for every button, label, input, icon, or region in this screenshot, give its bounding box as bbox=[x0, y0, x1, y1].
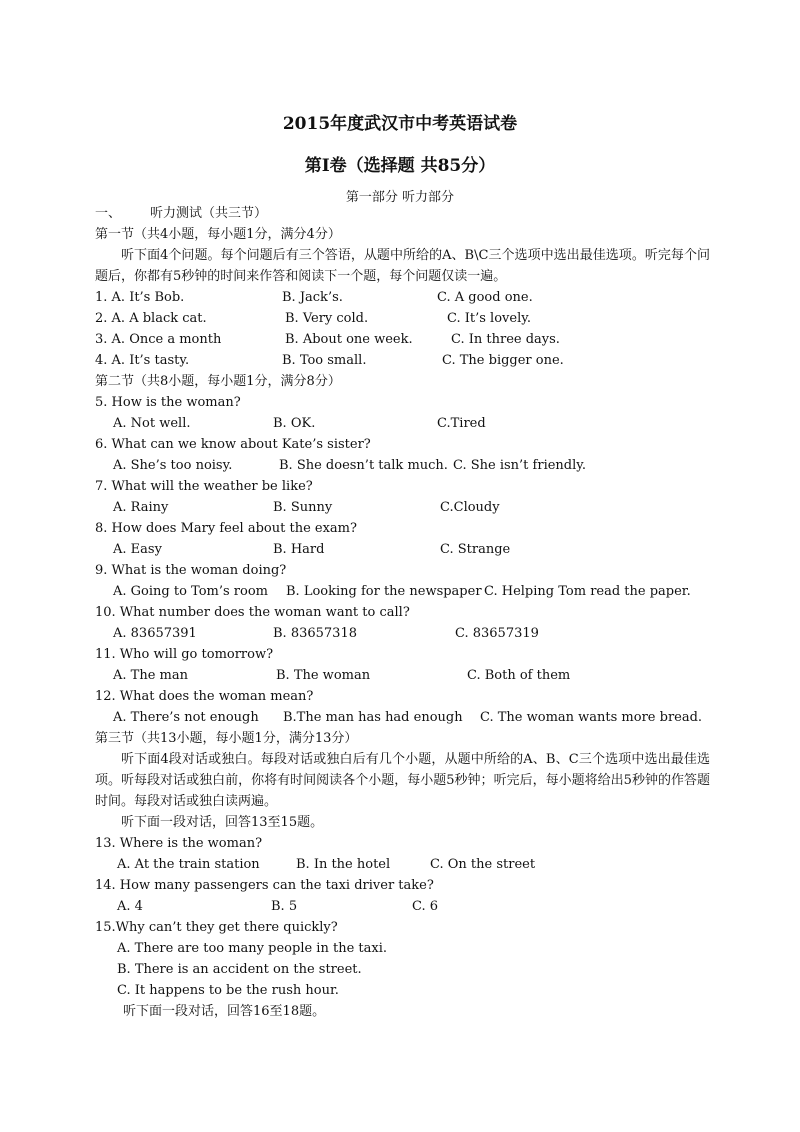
q6-option-b: B. She doesn’t talk much. bbox=[279, 458, 448, 473]
q10-option-a: A. 83657391 bbox=[113, 626, 197, 641]
q1-option-c: C. A good one. bbox=[437, 290, 533, 305]
q7-option-a: A. Rainy bbox=[113, 500, 169, 515]
section2-heading: 第二节（共8小题，每小题1分，满分8分） bbox=[95, 374, 341, 389]
q15-option-a: A. There are too many people in the taxi. bbox=[117, 941, 387, 956]
q12-option-c: C. The woman wants more bread. bbox=[480, 710, 703, 725]
q3-option-c: C. In three days. bbox=[451, 332, 560, 347]
q9-option-b: B. Looking for the newspaper bbox=[286, 584, 482, 599]
q9-option-a: A. Going to Tom’s room bbox=[113, 584, 268, 599]
q1-option-a: 1. A. It’s Bob. bbox=[95, 290, 185, 305]
q4-option-c: C. The bigger one. bbox=[442, 353, 564, 368]
q12-option-b: B.The man has had enough bbox=[283, 710, 463, 725]
q8-option-a: A. Easy bbox=[113, 542, 162, 557]
exam-subtitle: 第I卷（选择题 共85分） bbox=[304, 156, 496, 176]
q13-option-c: C. On the street bbox=[430, 857, 536, 872]
q14-option-c: C. 6 bbox=[412, 899, 439, 914]
q3-option-a: 3. A. Once a month bbox=[95, 332, 222, 347]
section3-heading: 第三节（共13小题，每小题1分，满分13分） bbox=[95, 731, 358, 746]
q6-option-c: C. She isn’t friendly. bbox=[453, 458, 587, 473]
q2-option-b: B. Very cold. bbox=[285, 311, 369, 326]
q8-question: 8. How does Mary feel about the exam? bbox=[95, 521, 357, 536]
q5-question: 5. How is the woman? bbox=[95, 395, 241, 410]
q10-option-c: C. 83657319 bbox=[455, 626, 539, 641]
section3-listen-note-1: 听下面一段对话，回答13至15题。 bbox=[121, 815, 324, 830]
section-heading: 听力测试（共三节） bbox=[150, 206, 268, 221]
q2-option-c: C. It’s lovely. bbox=[447, 311, 531, 326]
q14-option-a: A. 4 bbox=[117, 899, 143, 914]
part-heading: 第一部分 听力部分 bbox=[345, 190, 455, 205]
section3-listen-note-2: 听下面一段对话，回答16至18题。 bbox=[123, 1004, 326, 1019]
q4-option-a: 4. A. It’s tasty. bbox=[95, 353, 190, 368]
q11-option-a: A. The man bbox=[113, 668, 188, 683]
q6-question: 6. What can we know about Kate’s sister? bbox=[95, 437, 371, 452]
q5-option-a: A. Not well. bbox=[113, 416, 191, 431]
q15-option-c: C. It happens to be the rush hour. bbox=[117, 983, 339, 998]
q11-option-c: C. Both of them bbox=[467, 668, 571, 683]
q14-option-b: B. 5 bbox=[271, 899, 298, 914]
q13-option-a: A. At the train station bbox=[117, 857, 260, 872]
q7-option-b: B. Sunny bbox=[273, 500, 333, 515]
exam-title: 2015年度武汉市中考英语试卷 bbox=[282, 114, 518, 134]
q4-option-b: B. Too small. bbox=[282, 353, 367, 368]
q13-option-b: B. In the hotel bbox=[296, 857, 391, 872]
q10-option-b: B. 83657318 bbox=[273, 626, 357, 641]
q7-question: 7. What will the weather be like? bbox=[95, 479, 313, 494]
q13-question: 13. Where is the woman? bbox=[95, 836, 263, 851]
q9-question: 9. What is the woman doing? bbox=[95, 563, 287, 578]
q2-option-a: 2. A. A black cat. bbox=[95, 311, 207, 326]
q11-question: 11. Who will go tomorrow? bbox=[95, 647, 274, 662]
section1-heading: 第一节（共4小题，每小题1分，满分4分） bbox=[95, 227, 341, 242]
q7-option-c: C.Cloudy bbox=[440, 500, 500, 515]
q12-option-a: A. There’s not enough bbox=[113, 710, 259, 725]
q15-option-b: B. There is an accident on the street. bbox=[117, 962, 362, 977]
q12-question: 12. What does the woman mean? bbox=[95, 689, 314, 704]
q3-option-b: B. About one week. bbox=[285, 332, 413, 347]
q8-option-b: B. Hard bbox=[273, 542, 325, 557]
q5-option-b: B. OK. bbox=[273, 416, 316, 431]
q9-option-c: C. Helping Tom read the paper. bbox=[484, 584, 691, 599]
q6-option-a: A. She’s too noisy. bbox=[113, 458, 233, 473]
q10-question: 10. What number does the woman want to call? bbox=[95, 605, 410, 620]
q8-option-c: C. Strange bbox=[440, 542, 511, 557]
q1-option-b: B. Jack’s. bbox=[282, 290, 343, 305]
q5-option-c: C.Tired bbox=[437, 416, 486, 431]
section1-instructions: 听下面4个问题。每个问题后有三个答语，从题中所给的A、B\C三个选项中选出最佳选项。听完每个问题后，你都有5秒钟的时间来作答和阅读下一个题，每个问题仅读一遍。 bbox=[95, 248, 710, 284]
q11-option-b: B. The woman bbox=[276, 668, 371, 683]
section-number: 一、 bbox=[95, 206, 122, 221]
q14-question: 14. How many passengers can the taxi driver take? bbox=[95, 878, 434, 893]
q15-question: 15.Why can’t they get there quickly? bbox=[95, 920, 338, 935]
section3-instructions: 听下面4段对话或独白。每段对话或独白后有几个小题，从题中所给的A、B、C三个选项中选出最佳选项。听每段对话或独白前，你将有时间阅读各个小题，每小题5秒钟；听完后，每小题将给出5秒钟的作答题时间。每段对话或独白读两遍。 bbox=[95, 752, 710, 809]
